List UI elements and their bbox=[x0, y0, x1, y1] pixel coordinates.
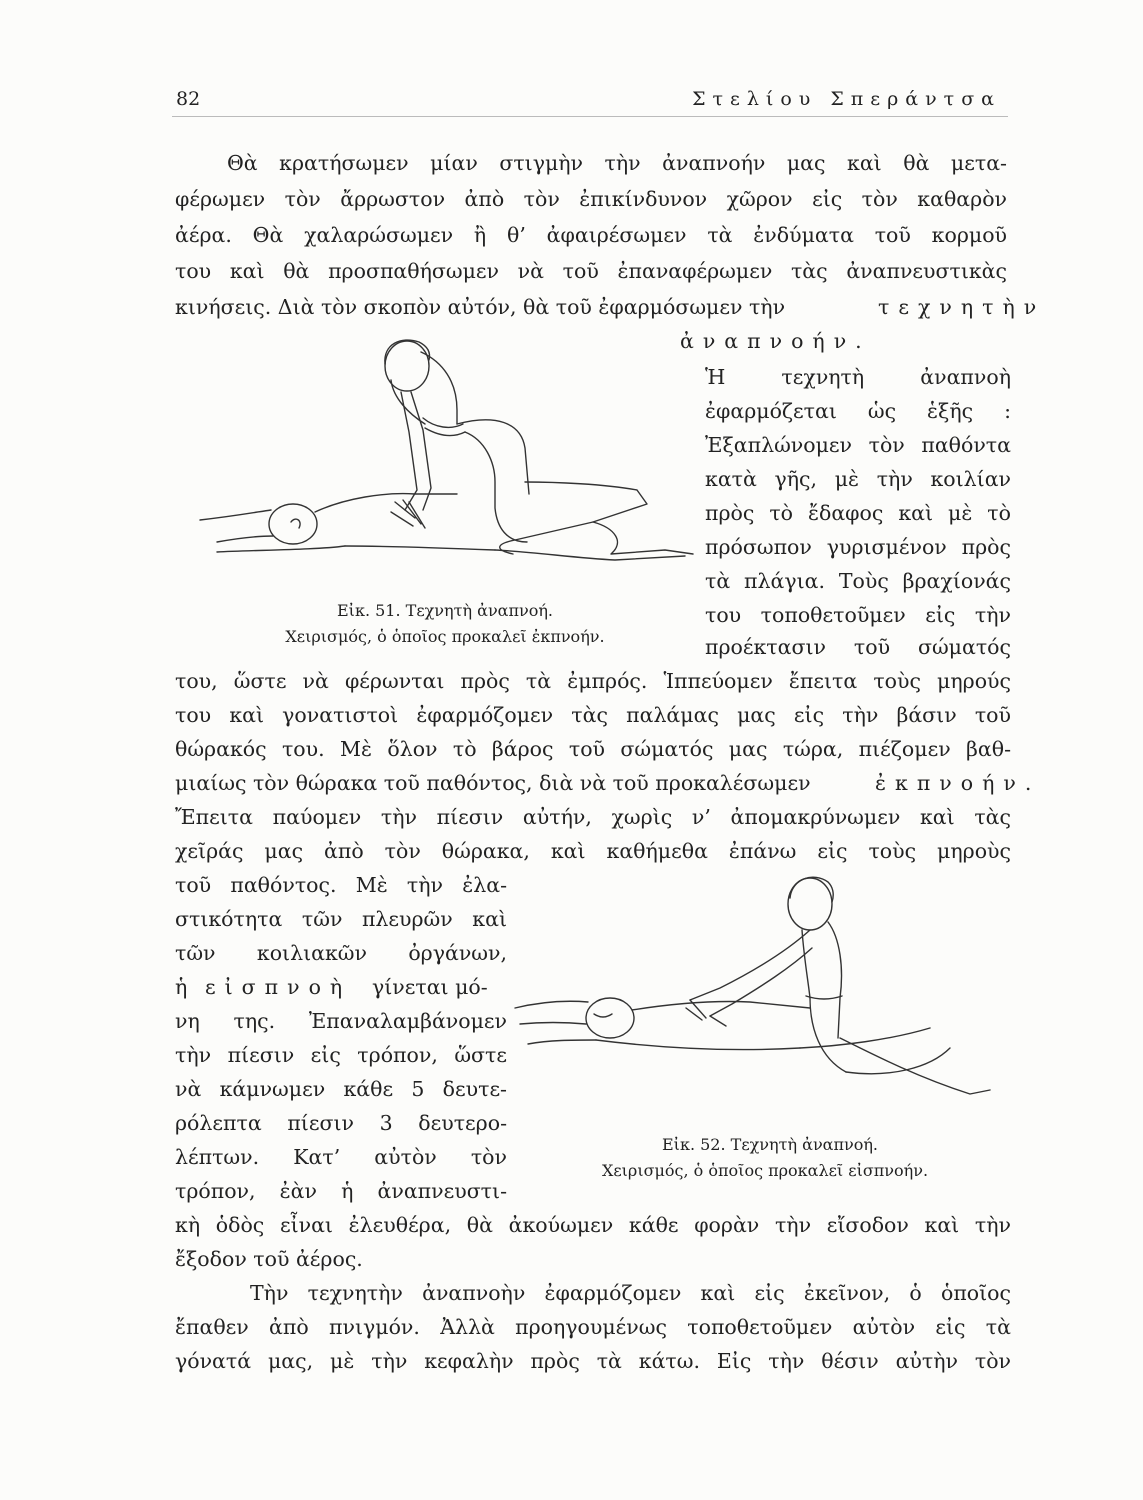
rescuer-arm-left bbox=[411, 392, 431, 510]
paragraph-1-line-5: κινήσεις. Διὰ τὸν σκοπὸν αὐτόν, θὰ τοῦ ἐφαρμόσωμεν τὴν bbox=[175, 295, 786, 319]
paragraph-1-line-3: ἀέρα. Θὰ χαλαρώσωμεν ἢ θ’ ἀφαιρέσωμεν τὰ ἐνδύματα τοῦ κορμοῦ bbox=[175, 223, 1007, 247]
left-col-line-9: λέπτων. Κατ’ αὐτὸν τὸν bbox=[175, 1145, 507, 1169]
left-col-line-8: ρόλεπτα πίεσιν 3 δευτερο- bbox=[175, 1111, 507, 1135]
paragraph-3-line-1: Τὴν τεχνητὴν ἀναπνοὴν ἐφαρμόζομεν καὶ εἰς ἐκεῖνον, ὁ ὁποῖος bbox=[250, 1281, 1011, 1305]
rescuer-knee bbox=[465, 432, 527, 542]
left-col-line-5: νη της. Ἐπαναλαμβάνομεν bbox=[175, 1009, 507, 1033]
right-col-line-5: πρὸς τὸ ἔδαφος καὶ μὲ τὸ bbox=[705, 501, 1011, 525]
paragraph-1-line-4: του καὶ θὰ προσπαθήσωμεν νὰ τοῦ ἐπαναφέρωμεν τὰς ἀναπνευστικὰς bbox=[175, 259, 1007, 283]
patient-arm-mid bbox=[520, 1023, 586, 1025]
patient-arm-top bbox=[200, 510, 271, 520]
rescuer-arm-lower bbox=[710, 948, 812, 1016]
patient-arm-under bbox=[217, 546, 345, 552]
right-col-line-9: προέκτασιν τοῦ σώματός bbox=[705, 635, 1011, 659]
right-col-line-2: ἐφαρμόζεται ὡς ἑξῆς : bbox=[705, 399, 1011, 423]
figure-51-illustration bbox=[195, 332, 700, 587]
rescuer-thigh bbox=[810, 998, 846, 1072]
rescuer-leg-back bbox=[500, 482, 647, 554]
patient-face bbox=[594, 1014, 612, 1017]
full-line-2: του καὶ γονατιστοὶ ἐφαρμόζομεν τὰς παλάμας μας εἰς τὴν βάσιν τοῦ bbox=[175, 703, 1011, 727]
rescuer-chest bbox=[802, 930, 810, 998]
rescuer-hair bbox=[385, 340, 430, 364]
patient-back bbox=[632, 1001, 810, 1010]
rescuer-thigh bbox=[457, 420, 529, 494]
patient-head bbox=[586, 998, 634, 1038]
rescuer-arm-right bbox=[401, 392, 417, 510]
running-title: Στελίου Σπεράντσα bbox=[692, 88, 1001, 110]
left-col-line-6: τὴν πίεσιν εἰς τρόπον, ὥστε bbox=[175, 1043, 507, 1067]
full-line-1: του, ὥστε νὰ φέρωνται πρὸς τὰ ἐμπρός. Ἱππεύομεν ἔπειτα τοὺς μηρούς bbox=[175, 669, 1011, 693]
full-line-4: μιαίως τὸν θώρακα τοῦ παθόντος, διὰ νὰ τοῦ προκαλέσωμεν bbox=[175, 771, 811, 795]
patient-leg bbox=[495, 550, 685, 560]
full-line-7: κὴ ὁδὸς εἶναι ἐλευθέρα, θὰ ἀκούωμεν κάθε φορὰν τὴν εἴσοδον καὶ τὴν bbox=[175, 1213, 1011, 1237]
paragraph-1-line-2: φέρωμεν τὸν ἄρρωστον ἀπὸ τὸν ἐπικίνδυνον χῶρον εἰς τὸν καθαρὸν bbox=[175, 187, 1007, 211]
figure-51-caption-line-1: Εἰκ. 51. Τεχνητὴ ἀναπνοή. bbox=[336, 601, 554, 620]
rescuer-back bbox=[421, 352, 457, 424]
right-col-line-4: κατὰ γῆς, μὲ τὴν κοιλίαν bbox=[705, 467, 1011, 491]
left-col-line-10: τρόπον, ἐὰν ἡ ἀναπνευστι- bbox=[175, 1179, 507, 1203]
spaced-term-inhalation: εἰσπνοὴ bbox=[205, 975, 352, 999]
rescuer-back bbox=[828, 922, 842, 1038]
patient-arm-bottom bbox=[528, 1040, 596, 1044]
patient-ear bbox=[291, 519, 300, 528]
right-col-line-7: τὰ πλάγια. Τοὺς βραχίονάς bbox=[705, 569, 1011, 593]
patient-body-under bbox=[596, 1040, 800, 1050]
rescuer-belt bbox=[423, 418, 465, 435]
right-col-line-3: Ἐξαπλώνομεν τὸν παθόντα bbox=[705, 433, 1011, 457]
full-line-5: Ἔπειτα παύομεν τὴν πίεσιν αὐτήν, χωρὶς ν’ ἀπομακρύνωμεν καὶ τὰς bbox=[175, 805, 1011, 829]
spaced-term-exhalation: ἐκπνοήν. bbox=[875, 771, 1041, 795]
left-col-line-3: τῶν κοιλιακῶν ὀργάνων, bbox=[175, 941, 507, 965]
spaced-term-artificial: τεχνητὴν bbox=[878, 295, 1046, 319]
rescuer-leg bbox=[840, 1038, 990, 1094]
full-line-3: θώρακός του. Μὲ ὅλον τὸ βάρος τοῦ σώματός μας τώρα, πιέζομεν βαθ- bbox=[175, 737, 1011, 761]
full-line-8: ἔξοδον τοῦ ἀέρος. bbox=[175, 1247, 363, 1271]
right-col-line-8: του τοποθετοῦμεν εἰς τὴν bbox=[705, 603, 1011, 627]
full-line-6: χεῖράς μας ἀπὸ τὸν θώρακα, καὶ καθήμεθα ἐπάνω εἰς τοὺς μηροὺς bbox=[175, 839, 1011, 863]
patient-body-under bbox=[345, 546, 495, 550]
patient-arm-bottom bbox=[217, 536, 273, 542]
rescuer-belt bbox=[806, 996, 842, 999]
rescuer-foot bbox=[593, 522, 693, 554]
left-col-line-4-post: γίνεται μό- bbox=[372, 975, 488, 999]
paragraph-1-line-1: Θὰ κρατήσωμεν μίαν στιγμὴν τὴν ἀναπνοήν μας καὶ θὰ μετα- bbox=[227, 151, 1007, 175]
header-rule bbox=[172, 116, 1008, 117]
rescuer-hair bbox=[790, 877, 833, 902]
left-col-line-2: στικότητα τῶν πλευρῶν καὶ bbox=[175, 907, 507, 931]
paragraph-3-line-2: ἔπαθεν ἀπὸ πνιγμόν. Ἀλλὰ προηγουμένως τοποθετοῦμεν αὐτὸν εἰς τὰ bbox=[175, 1315, 1011, 1339]
left-col-line-4-pre: ἡ bbox=[175, 975, 188, 999]
figure-52-caption-line-2: Χειρισμός, ὁ ὁποῖος προκαλεῖ εἰσπνοήν. bbox=[601, 1161, 929, 1180]
patient-head bbox=[269, 504, 317, 544]
patient-arm-top bbox=[515, 1001, 588, 1008]
figure-52-illustration bbox=[510, 868, 1010, 1118]
rescuer-shin bbox=[846, 1048, 950, 1074]
page-number: 82 bbox=[176, 88, 201, 110]
figure-52-caption-line-1: Εἰκ. 52. Τεχνητὴ ἀναπνοή. bbox=[661, 1135, 879, 1154]
paragraph-3-line-3: γόνατά μας, μὲ τὴν κεφαλὴν πρὸς τὰ κάτω. Εἰς τὴν θέσιν αὐτὴν τὸν bbox=[175, 1349, 1011, 1373]
patient-back bbox=[315, 494, 457, 512]
figure-51-caption-line-2: Χειρισμός, ὁ ὁποῖος προκαλεῖ ἐκπνοήν. bbox=[285, 627, 605, 646]
left-col-line-7: νὰ κάμνωμεν κάθε 5 δευτε- bbox=[175, 1077, 507, 1101]
right-col-line-6: πρόσωπον γυρισμένον πρὸς bbox=[705, 535, 1011, 559]
patient-hands bbox=[686, 1000, 726, 1026]
spaced-term-respiration: ἀναπνοήν. bbox=[680, 329, 871, 353]
left-col-line-1: τοῦ παθόντος. Μὲ τὴν ἐλα- bbox=[175, 873, 507, 897]
right-col-line-1: Ἡ τεχνητὴ ἀναπνοὴ bbox=[705, 365, 1011, 389]
